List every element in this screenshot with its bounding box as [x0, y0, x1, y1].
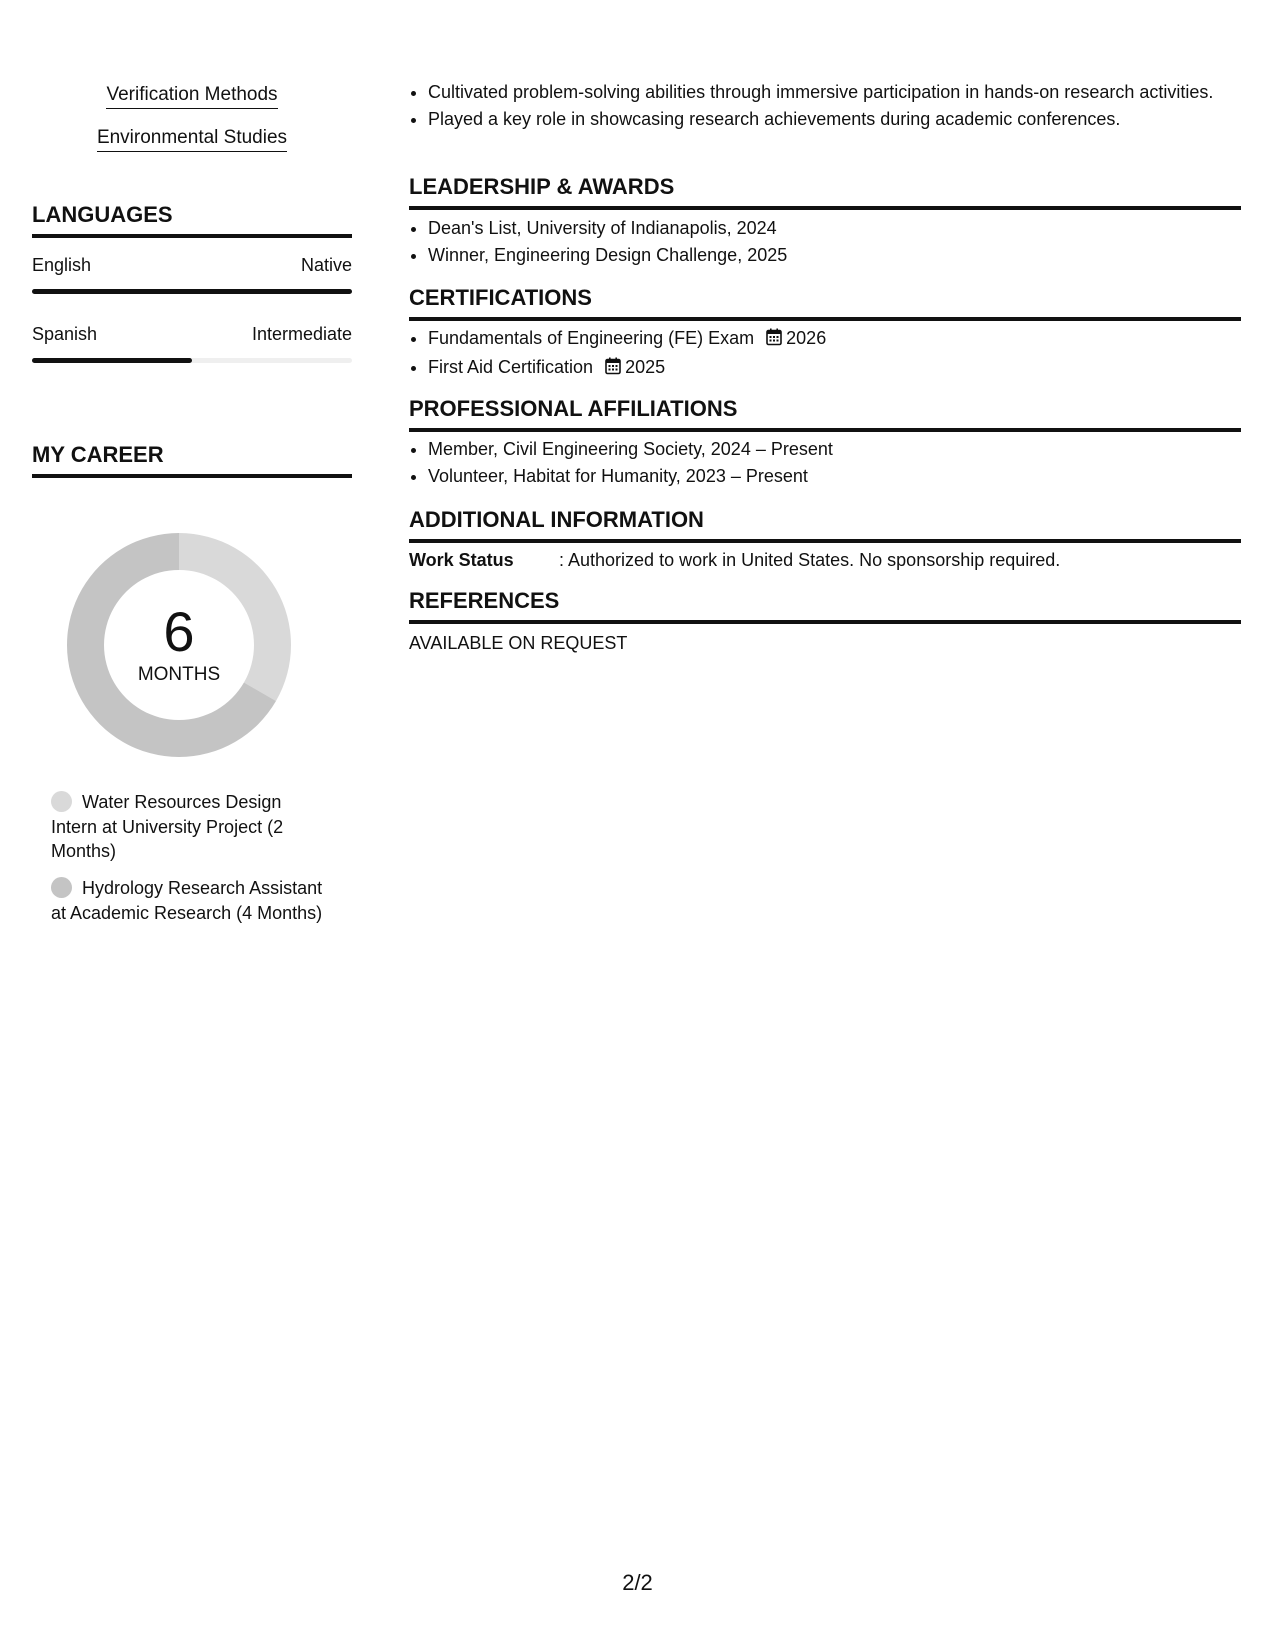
skill-tag-label: Verification Methods: [106, 84, 277, 109]
list-item: [428, 355, 1260, 382]
page-number: 2/2: [622, 1570, 653, 1595]
certifications-heading: CERTIFICATIONS: [409, 285, 1241, 321]
list-item: • Volunteer, Habitat for Humanity, 2023 – Present: [428, 464, 1260, 489]
legend-dot-icon: [51, 877, 72, 898]
additional-info-heading: ADDITIONAL INFORMATION: [409, 507, 1241, 543]
certification-name: First Aid Certification: [428, 356, 594, 377]
work-status-label: Work Status: [409, 550, 514, 570]
certification-year: 2026: [786, 328, 827, 348]
certifications-list: [409, 326, 1260, 383]
skill-tag-label: Environmental Studies: [97, 127, 287, 152]
proficiency-fill: [32, 358, 192, 363]
calendar-icon: [605, 357, 621, 382]
list-item: • Member, Civil Engineering Society, 2024 – Present: [428, 437, 1260, 462]
donut-total-unit: MONTHS: [137, 664, 221, 685]
career-legend-item: [51, 876, 331, 925]
proficiency-bar: [32, 289, 352, 294]
languages-heading: LANGUAGES: [32, 202, 352, 238]
skill-tag: [32, 127, 352, 152]
career-legend-item: [51, 790, 331, 864]
career-legend-label: Water Resources Design Intern at University Project (2 Months): [51, 792, 284, 861]
affiliations-list: [409, 437, 1260, 490]
donut-total-number: 6: [163, 600, 195, 663]
skill-tag: [32, 84, 352, 109]
language-level: Intermediate: [251, 324, 352, 344]
legend-dot-icon: [51, 791, 72, 812]
certification-name: Fundamentals of Engineering (FE) Exam: [428, 328, 755, 348]
certification-year: 2025: [625, 356, 666, 377]
leadership-list: [409, 216, 1260, 269]
list-item: • Winner, Engineering Design Challenge, 2025: [428, 243, 1260, 268]
career-legend-label: Hydrology Research Assistant at Academic Research (4 Months): [51, 878, 323, 923]
references-text: AVAILABLE ON REQUEST: [409, 633, 628, 653]
career-heading: MY CAREER: [32, 442, 352, 478]
affiliations-heading: PROFESSIONAL AFFILIATIONS: [409, 396, 1241, 432]
work-status-value: : Authorized to work in United States. No sponsorship required.: [559, 550, 1061, 570]
list-item: • Dean's List, University of Indianapolis, 2024: [428, 216, 1260, 241]
experience-bullets: [409, 80, 1260, 133]
calendar-icon: [766, 328, 782, 353]
list-item: • Cultivated problem-solving abilities through immersive participation in hands-on research activities.: [428, 80, 1260, 105]
language-level: Native: [300, 255, 352, 275]
list-item: • Played a key role in showcasing research achievements during academic conferences.: [428, 107, 1260, 132]
language-name: English: [32, 255, 92, 275]
language-name: Spanish: [32, 324, 98, 344]
leadership-heading: LEADERSHIP & AWARDS: [409, 174, 1241, 210]
proficiency-fill: [32, 289, 352, 294]
references-heading: REFERENCES: [409, 588, 1241, 624]
list-item: [428, 326, 1260, 353]
career-donut-chart: [66, 532, 292, 758]
work-status-row: [409, 550, 1241, 571]
proficiency-bar: [32, 358, 352, 363]
